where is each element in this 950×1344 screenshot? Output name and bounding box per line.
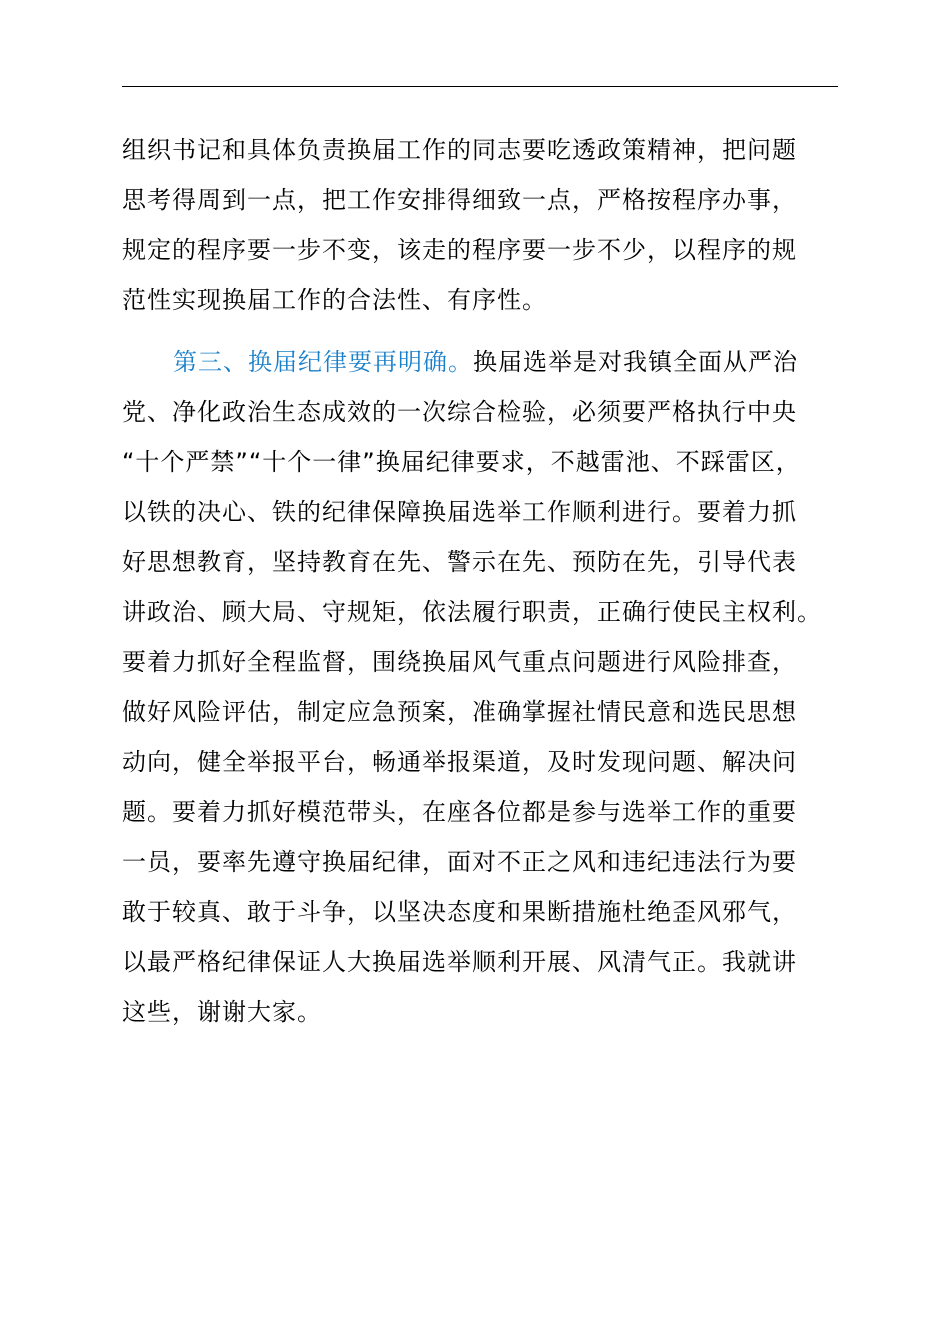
paragraph-1	[122, 125, 838, 325]
text-line: 好思想教育，坚持教育在先、警示在先、预防在先，引导代表	[122, 548, 797, 576]
text-line: 以最严格纪律保证人大换届选举顺利开展、风清气正。我就讲	[122, 948, 797, 976]
text-line: “十个严禁”“十个一律”换届纪律要求，不越雷池、不踩雷区，	[122, 448, 801, 476]
text-line: 敢于较真、敢于斗争，以坚决态度和果断措施杜绝歪风邪气，	[122, 898, 797, 926]
text-line: 要着力抓好全程监督，围绕换届风气重点问题进行风险排查，	[122, 648, 797, 676]
text-line: 做好风险评估，制定应急预案，准确掌握社情民意和选民思想	[122, 698, 797, 726]
text-line	[122, 337, 838, 387]
text-run: 换届选举是对我镇全面从严治	[473, 348, 798, 376]
document-body	[122, 125, 838, 1037]
text-line: 题。要着力抓好模范带头，在座各位都是参与选举工作的重要	[122, 798, 797, 826]
text-line: 党、净化政治生态成效的一次综合检验，必须要严格执行中央	[122, 398, 797, 426]
text-line: 范性实现换届工作的合法性、有序性。	[122, 286, 547, 314]
section-heading: 第三、换届纪律要再明确。	[173, 348, 473, 376]
text-line: 这些，谢谢大家。	[122, 998, 322, 1026]
text-line: 讲政治、顾大局、守规矩，依法履行职责，正确行使民主权利。	[122, 598, 822, 626]
text-line: 一员，要率先遵守换届纪律，面对不正之风和违纪违法行为要	[122, 848, 797, 876]
header-rule	[122, 86, 838, 87]
text-line: 思考得周到一点，把工作安排得细致一点，严格按程序办事，	[122, 186, 797, 214]
text-line: 动向，健全举报平台，畅通举报渠道，及时发现问题、解决问	[122, 748, 797, 776]
text-line: 规定的程序要一步不变，该走的程序要一步不少，以程序的规	[122, 236, 797, 264]
text-line: 以铁的决心、铁的纪律保障换届选举工作顺利进行。要着力抓	[122, 498, 797, 526]
text-line: 组织书记和具体负责换届工作的同志要吃透政策精神，把问题	[122, 136, 797, 164]
paragraph-gap	[122, 325, 838, 337]
paragraph-2	[122, 337, 838, 1037]
